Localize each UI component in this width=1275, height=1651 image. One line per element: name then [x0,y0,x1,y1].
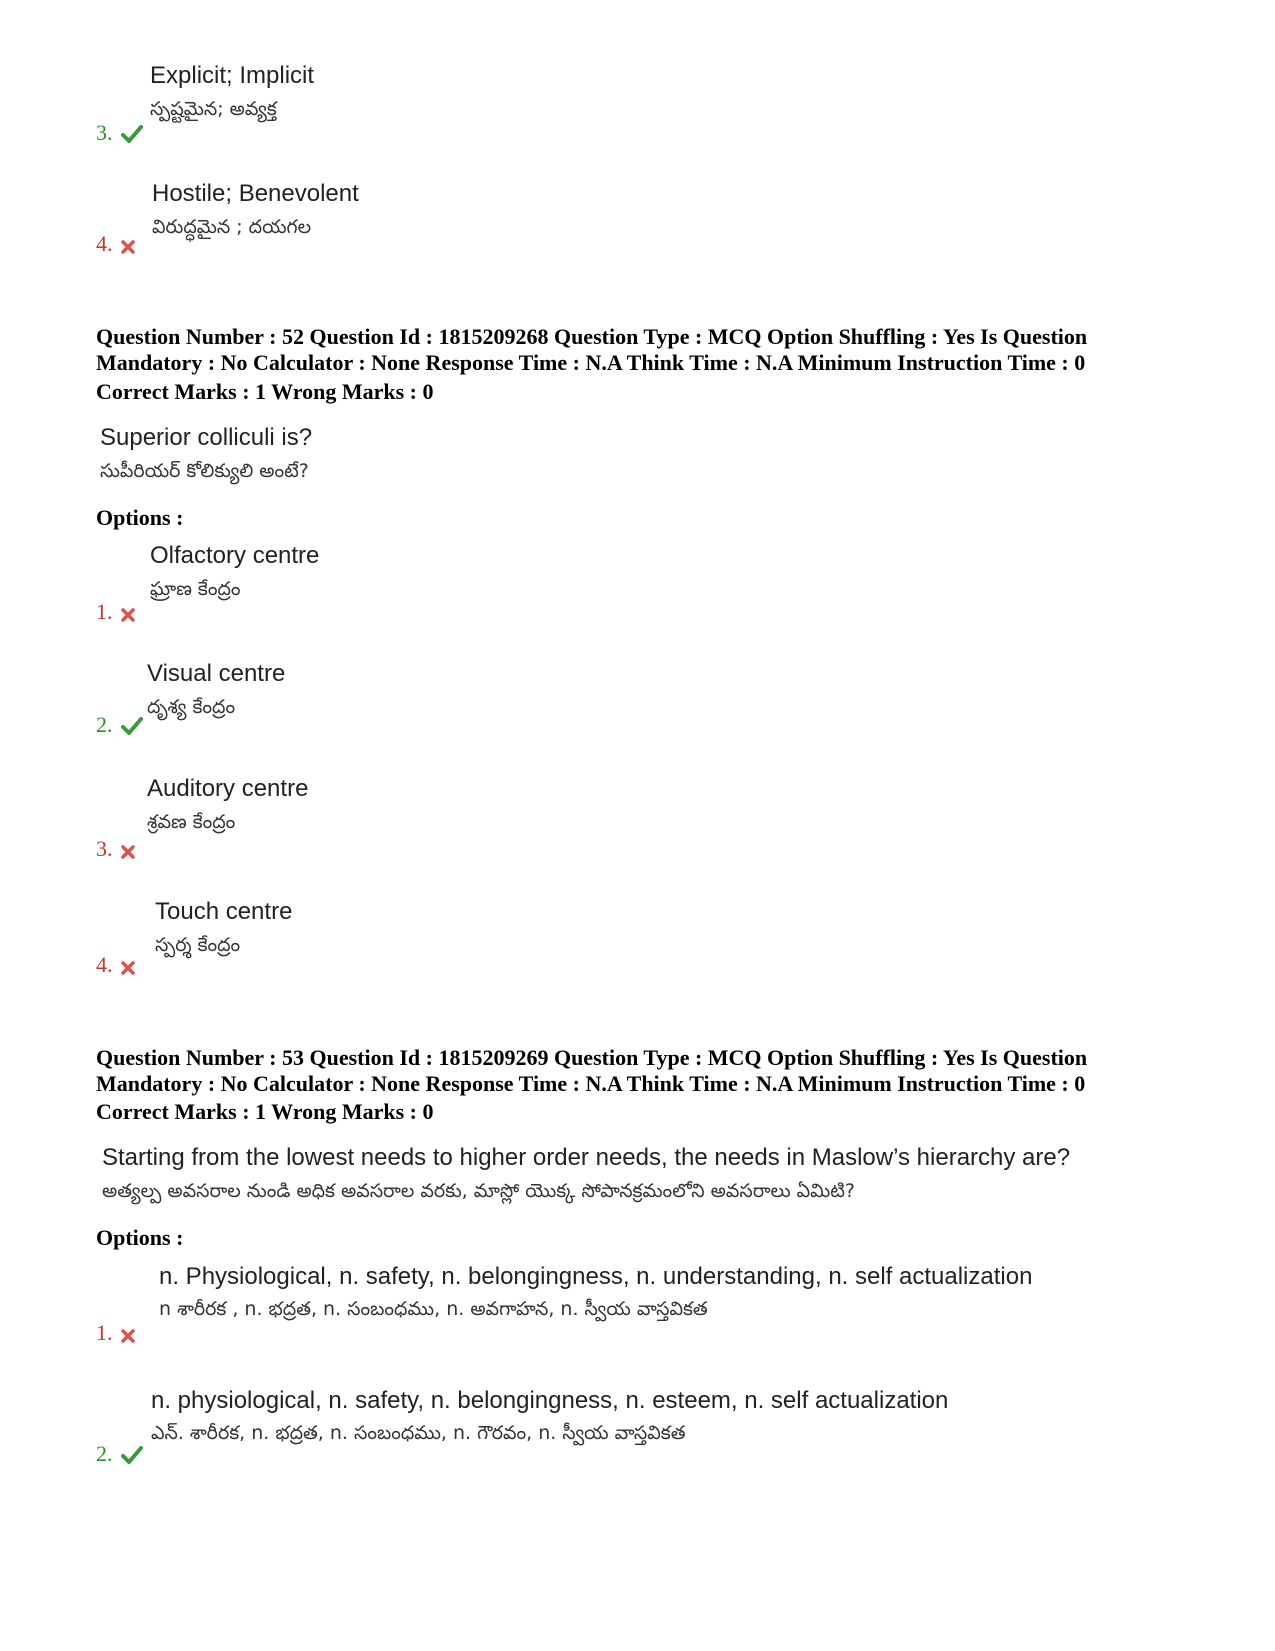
option-text-en: n. Physiological, n. safety, n. belongingness, n. understanding, n. self actualization [159,1263,1033,1290]
question-marks: Correct Marks : 1 Wrong Marks : 0 [96,379,434,404]
question-meta-line: Question Number : 53 Question Id : 1815209269 Question Type : MCQ Option Shuffling : Yes Is Question [96,1045,1088,1070]
question-text-te: అత్యల్ప అవసరాల నుండి అధిక అవసరాల వరకు, మాస్లో యొక్క సోపానక్రమంలోని అవసరాలు ఏమిటి? [102,1180,855,1202]
option-text-en: Visual centre [147,660,286,687]
option-text-en: Auditory centre [147,775,309,802]
option-number: 2. [96,1441,143,1470]
option-text-en: Explicit; Implicit [150,62,315,89]
option-number: 2. [96,712,143,741]
option-text-en: Touch centre [155,898,293,925]
check-icon [121,123,143,149]
cross-icon [121,1323,135,1349]
option-text-te: విరుద్ధమైన ; దయగల [152,216,312,238]
option-number: 4. [96,952,135,981]
option-number: 1. [96,1320,135,1349]
option-text-te: శ్రవణ కేంద్రం [147,811,236,833]
option-text-te: స్పష్టమైన; అవ్యక్త [150,98,277,120]
question-text-en: Superior colliculi is? [100,424,313,451]
cross-icon [121,955,135,981]
check-icon [121,1444,143,1470]
question-marks: Correct Marks : 1 Wrong Marks : 0 [96,1099,434,1124]
option-text-te: n శారీరక , n. భద్రత, n. సంబంధము, n. అవగాహన, n. స్వీయ వాస్తవికత [159,1298,708,1320]
option-text-en: Olfactory centre [150,542,320,569]
option-number: 3. [96,836,135,865]
option-number: 1. [96,599,135,628]
option-number: 3. [96,120,143,149]
option-number: 4. [96,231,135,260]
option-text-en: Hostile; Benevolent [152,180,359,207]
option-text-te: ఎన్. శారీరక, n. భద్రత, n. సంబంధము, n. గౌరవం, n. స్వీయ వాస్తవికత [151,1422,686,1444]
question-meta-line: Mandatory : No Calculator : None Response Time : N.A Think Time : N.A Minimum Instruction Time : 0 [96,350,1086,375]
option-text-te: స్పర్శ కేంద్రం [155,934,241,956]
options-heading: Options : [96,505,184,530]
question-text-te: సుపీరియర్ కోలిక్యులి అంటే? [100,460,309,482]
cross-icon [121,602,135,628]
option-text-en: n. physiological, n. safety, n. belongingness, n. esteem, n. self actualization [151,1387,949,1414]
question-text-en: Starting from the lowest needs to higher order needs, the needs in Maslow’s hierarchy are? [102,1144,1071,1171]
option-text-te: ఘ్రాణ కేంద్రం [150,578,241,600]
check-icon [121,715,143,741]
cross-icon [121,234,135,260]
question-meta [96,324,1176,376]
option-text-te: దృశ్య కేంద్రం [147,696,236,718]
question-meta-line: Question Number : 52 Question Id : 1815209268 Question Type : MCQ Option Shuffling : Yes Is Question [96,324,1088,349]
question-meta [96,1045,1176,1097]
cross-icon [121,839,135,865]
question-meta-line: Mandatory : No Calculator : None Response Time : N.A Think Time : N.A Minimum Instruction Time : 0 [96,1071,1086,1096]
options-heading: Options : [96,1225,184,1250]
